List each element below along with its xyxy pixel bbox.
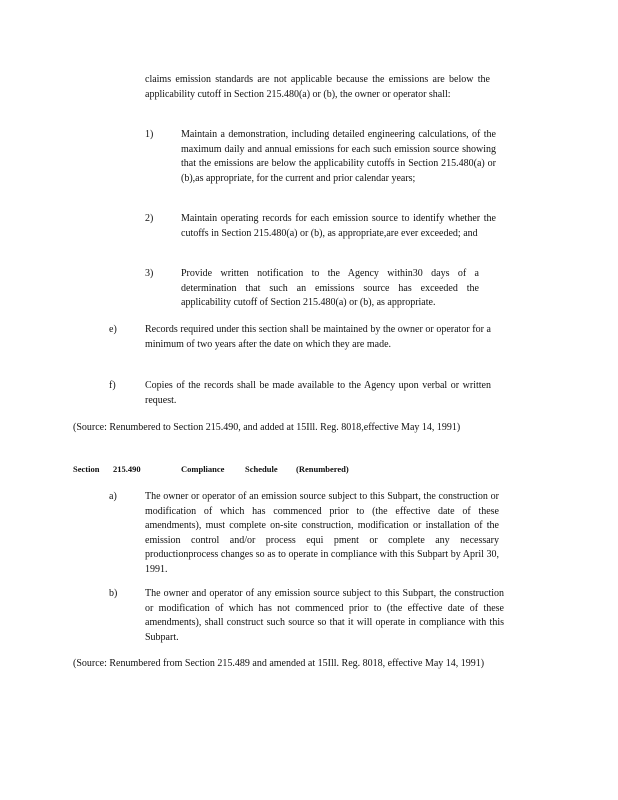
numbered-item-text: Maintain a demonstration, including detailed engineering calculations, of the maximum daily and annual emissions for each such emission source showing that the emissions are below the applicability cutoffs in Section 215.480(a) or (b),as appropriate, for the current and prior calendar years; (181, 129, 496, 184)
item-number: 1) (145, 129, 154, 140)
item-number: 3) (145, 268, 154, 279)
intro-paragraph: claims emission standards are not applicable because the emissions are below the applicability cutoff in Section 215.480(a) or (b), the owner or operator shall: (145, 74, 490, 100)
section-number: 215.490 (113, 464, 141, 474)
source-note: (Source: Renumbered from Section 215.489 and amended at 15Ill. Reg. 8018, effective May 14, 1991) (73, 658, 485, 669)
numbered-item-text: Provide written notification to the Agency within30 days of a determination that such an emissions source has exceeded the applicability cutoff of Section 215.480(a) or (b), as appropriate. (181, 268, 479, 308)
lettered-item-text: Copies of the records shall be made available to the Agency upon verbal or written request. (145, 380, 491, 406)
lettered-item-text: The owner or operator of an emission source subject to this Subpart, the construction or modification of which has commenced prior to (the effective date of these amendments), must complete on-site construction, modification or installation of the emission control and/or process equi pment or complete any necessary productionprocess changes so as to operate in compliance with this Subpart by April 30, 1991. (145, 491, 499, 575)
section-label: Section (73, 464, 100, 474)
item-letter: b) (109, 588, 118, 599)
section-status: (Renumbered) (296, 464, 349, 474)
numbered-item-text: Maintain operating records for each emission source to identify whether the cutoffs in Section 215.480(a) or (b), as appropriate,are ever exceeded; and (181, 213, 496, 239)
lettered-item-text: Records required under this section shall be maintained by the owner or operator for a minimum of two years after the date on which they are made. (145, 324, 491, 350)
section-title-word: Compliance (181, 464, 225, 474)
item-letter: e) (109, 324, 117, 335)
section-title-word: Schedule (245, 464, 278, 474)
lettered-item-text: The owner and operator of any emission source subject to this Subpart, the construction or modification of which has not commenced prior to (the effective date of these amendments), shall construct such source so that it will operate in compliance with this Subpart. (145, 588, 504, 643)
source-note: (Source: Renumbered to Section 215.490, and added at 15Ill. Reg. 8018,effective May 14, 1991) (73, 422, 461, 433)
item-letter: a) (109, 491, 117, 502)
item-number: 2) (145, 213, 154, 224)
item-letter: f) (109, 380, 116, 391)
